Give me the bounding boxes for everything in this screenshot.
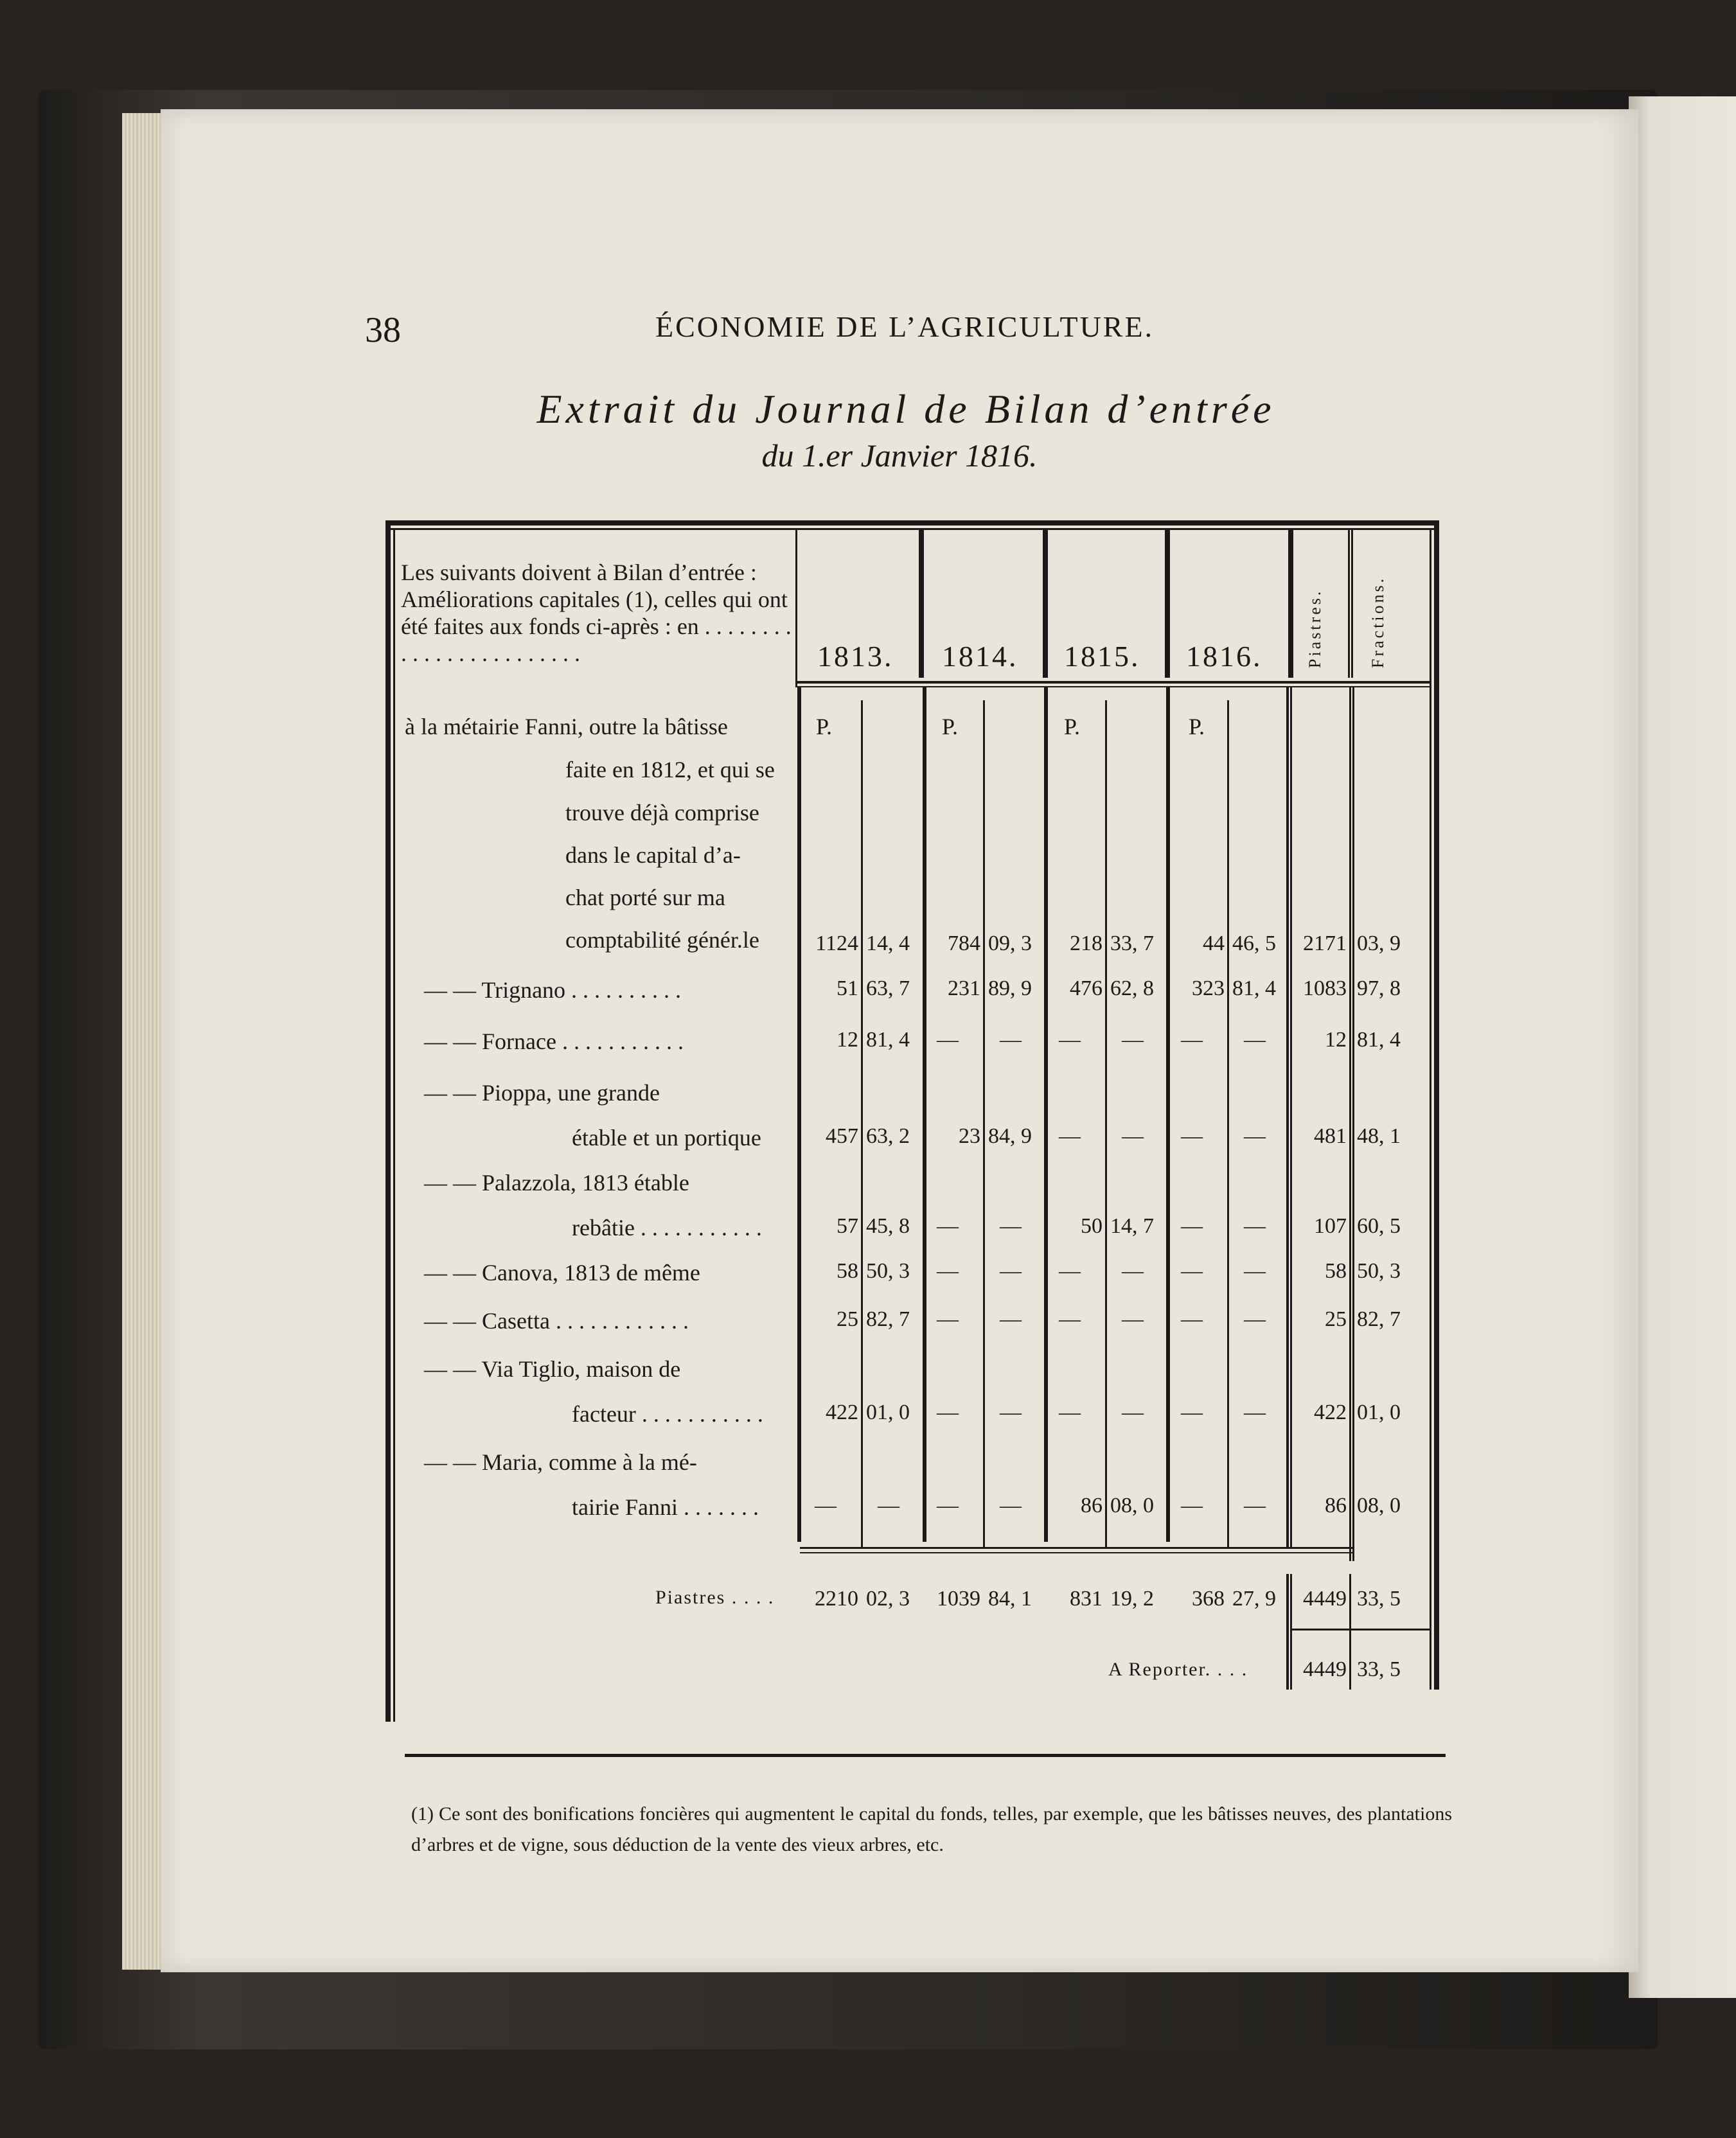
cell-whole: 57 [837,1214,858,1238]
cell-whole: — [937,1214,959,1238]
table-header-description: Les suivants doivent à Bilan d’entrée : Améliorations capitales (1), celles qui ont été faites aux fonds ci-après : en . . . . . . . . . . . . . . . . . . . . . . . . [401,560,792,666]
column-piastres: Piastres. [1306,588,1324,668]
total-cell-whole: 368 [1192,1587,1225,1611]
row-label-line: — — Via Tiglio, maison de [424,1356,681,1382]
cell-fraction: 45, 8 [866,1214,910,1238]
p-label-1815: P. [1064,714,1081,739]
cell-fraction: 97, 8 [1357,976,1401,1000]
cell-fraction: 63, 2 [866,1124,910,1148]
page-number: 38 [365,310,401,350]
cell-fraction: — [1000,1028,1022,1052]
cell-fraction: — [1000,1494,1022,1517]
cell-whole: — [1181,1494,1203,1517]
cell-whole: — [1181,1307,1203,1331]
cell-fraction: 82, 7 [866,1307,910,1331]
cell-whole: 422 [826,1400,858,1424]
cell-fraction: 14, 7 [1110,1214,1154,1238]
row-label-line: — — Canova, 1813 de même [424,1260,700,1285]
cell-whole: — [937,1307,959,1331]
cell-whole: 476 [1070,976,1103,1000]
total-cell-whole: 2210 [815,1587,858,1611]
cell-fraction: — [1122,1259,1144,1283]
cell-whole: 86 [1325,1494,1347,1517]
cell-fraction: — [1000,1259,1022,1283]
cell-fraction: 33, 7 [1110,932,1154,955]
cell-fraction: 50, 3 [866,1259,910,1283]
footnote-rule [405,1754,1446,1757]
footnote: (1) Ce sont des bonifications foncières qui augmentent le capital du fonds, telles, par exemple, que les bâtisses neuves, des plantations d’arbres et de vigne, sous déduction de la vente des vieux arbres, etc. [411,1803,1452,1855]
cell-fraction: 08, 0 [1110,1494,1154,1517]
cell-fraction: — [1244,1494,1266,1517]
cell-whole: — [1181,1259,1203,1283]
cell-fraction: — [1122,1124,1144,1148]
cell-fraction: — [1244,1259,1266,1283]
cell-whole: 25 [837,1307,858,1331]
cell-fraction: 81, 4 [1357,1028,1401,1052]
row-label-line: — — Pioppa, une grande [424,1080,660,1106]
total-label: Piastres . . . . [655,1587,775,1608]
cell-whole: 12 [1325,1028,1347,1052]
cell-fraction: 81, 4 [1232,976,1276,1000]
cell-fraction: — [878,1494,899,1517]
cell-fraction: 09, 3 [988,932,1032,955]
cell-whole: — [815,1494,837,1517]
cell-whole: 323 [1192,976,1225,1000]
total-cell-fraction: 33, 5 [1357,1587,1401,1611]
cell-whole: — [1059,1307,1081,1331]
year-1813: 1813. [817,640,894,673]
cell-whole: — [937,1028,959,1052]
cell-whole: — [1059,1124,1081,1148]
cell-whole: — [1181,1028,1203,1052]
cell-whole: — [937,1400,959,1424]
cell-fraction: — [1244,1307,1266,1331]
row-label-line: rebâtie . . . . . . . . . . . [572,1215,762,1241]
cell-whole: 23 [959,1124,980,1148]
cell-whole: 12 [837,1028,858,1052]
cell-fraction: 60, 5 [1357,1214,1401,1238]
total-cell-whole: 4449 [1303,1587,1347,1611]
cell-fraction: 63, 7 [866,976,910,1000]
cell-fraction: — [1000,1307,1022,1331]
cell-whole: 107 [1314,1214,1347,1238]
row-label-line: faite en 1812, et qui se [565,757,775,782]
row-label-line: trouve déjà comprise [565,800,759,826]
cell-fraction: 01, 0 [866,1400,910,1424]
cell-fraction: 48, 1 [1357,1124,1401,1148]
carry-cell-whole: 4449 [1303,1657,1347,1681]
cell-whole: — [937,1259,959,1283]
total-cell-fraction: 02, 3 [866,1587,910,1611]
cell-whole: 44 [1203,932,1225,955]
cell-whole: 422 [1314,1400,1347,1424]
cell-fraction: — [1122,1028,1144,1052]
row-label-line: — — Palazzola, 1813 étable [424,1170,689,1196]
cell-fraction: 14, 4 [866,932,910,955]
row-label-line: dans le capital d’a- [565,842,741,868]
cell-whole: — [1181,1400,1203,1424]
total-cell-fraction: 19, 2 [1110,1587,1154,1611]
p-label-1813: P. [816,714,833,739]
ledger-table [385,520,1439,1722]
cell-whole: 218 [1070,932,1103,955]
cell-whole: 50 [1081,1214,1103,1238]
cell-fraction: — [1244,1400,1266,1424]
running-title: ÉCONOMIE DE L’AGRICULTURE. [655,310,1155,343]
cell-fraction: — [1000,1400,1022,1424]
total-cell-whole: 831 [1070,1587,1103,1611]
row-label-line: — — Trignano . . . . . . . . . . [424,977,682,1003]
facing-page-edge [1629,96,1736,1998]
cell-fraction: 03, 9 [1357,932,1401,955]
page-subtitle: du 1.er Janvier 1816. [761,437,1038,473]
row-label-line: étable et un portique [572,1125,761,1151]
cell-whole: 2171 [1303,932,1347,955]
carry-cell-fraction: 33, 5 [1357,1657,1401,1681]
year-1816: 1816. [1186,640,1262,673]
page-title: Extrait du Journal de Bilan d’entrée [536,386,1275,432]
cell-fraction: — [1244,1124,1266,1148]
cell-whole: — [1181,1124,1203,1148]
cell-whole: 58 [1325,1259,1347,1283]
cell-whole: 1124 [815,932,858,955]
cell-whole: — [937,1494,959,1517]
cell-fraction: 46, 5 [1232,932,1276,955]
year-1814: 1814. [942,640,1018,673]
cell-whole: 231 [948,976,980,1000]
cell-whole: 86 [1081,1494,1103,1517]
cell-whole: 1083 [1303,976,1347,1000]
p-label-1814: P. [942,714,959,739]
total-cell-whole: 1039 [937,1587,980,1611]
cell-fraction: 62, 8 [1110,976,1154,1000]
row-label-line: — — Casetta . . . . . . . . . . . . [424,1308,689,1334]
cell-fraction: — [1000,1214,1022,1238]
cell-whole: — [1059,1400,1081,1424]
cell-whole: 457 [826,1124,858,1148]
p-label-1816: P. [1189,714,1205,739]
cell-fraction: 81, 4 [866,1028,910,1052]
cell-fraction: — [1122,1400,1144,1424]
cell-whole: 25 [1325,1307,1347,1331]
cell-fraction: 84, 9 [988,1124,1032,1148]
cell-whole: — [1059,1259,1081,1283]
column-fractions: Fractions. [1368,576,1387,668]
year-1815: 1815. [1064,640,1140,673]
cell-fraction: — [1244,1214,1266,1238]
cell-fraction: 50, 3 [1357,1259,1401,1283]
cell-fraction: 89, 9 [988,976,1032,1000]
cell-whole: — [1059,1028,1081,1052]
cell-whole: 51 [837,976,858,1000]
row-label-line: tairie Fanni . . . . . . . [572,1494,759,1520]
carry-forward-label: A Reporter. . . . [1108,1659,1248,1680]
row-label-line: comptabilité génér.le [565,927,759,953]
cell-whole: — [1181,1214,1203,1238]
cell-fraction: — [1244,1028,1266,1052]
cell-whole: 58 [837,1259,858,1283]
cell-fraction: 82, 7 [1357,1307,1401,1331]
row-label-line: chat porté sur ma [565,885,725,910]
cell-whole: 784 [948,932,980,955]
cell-fraction: — [1122,1307,1144,1331]
total-cell-fraction: 27, 9 [1232,1587,1276,1611]
row-label-line: facteur . . . . . . . . . . . [572,1401,763,1427]
cell-fraction: 01, 0 [1357,1400,1401,1424]
cell-whole: 481 [1314,1124,1347,1148]
row-label-line: — — Maria, comme à la mé- [424,1449,697,1475]
row-label-line: à la métairie Fanni, outre la bâtisse [405,714,728,739]
total-cell-fraction: 84, 1 [988,1587,1032,1611]
row-label-line: — — Fornace . . . . . . . . . . . [424,1029,684,1054]
cell-fraction: 08, 0 [1357,1494,1401,1517]
